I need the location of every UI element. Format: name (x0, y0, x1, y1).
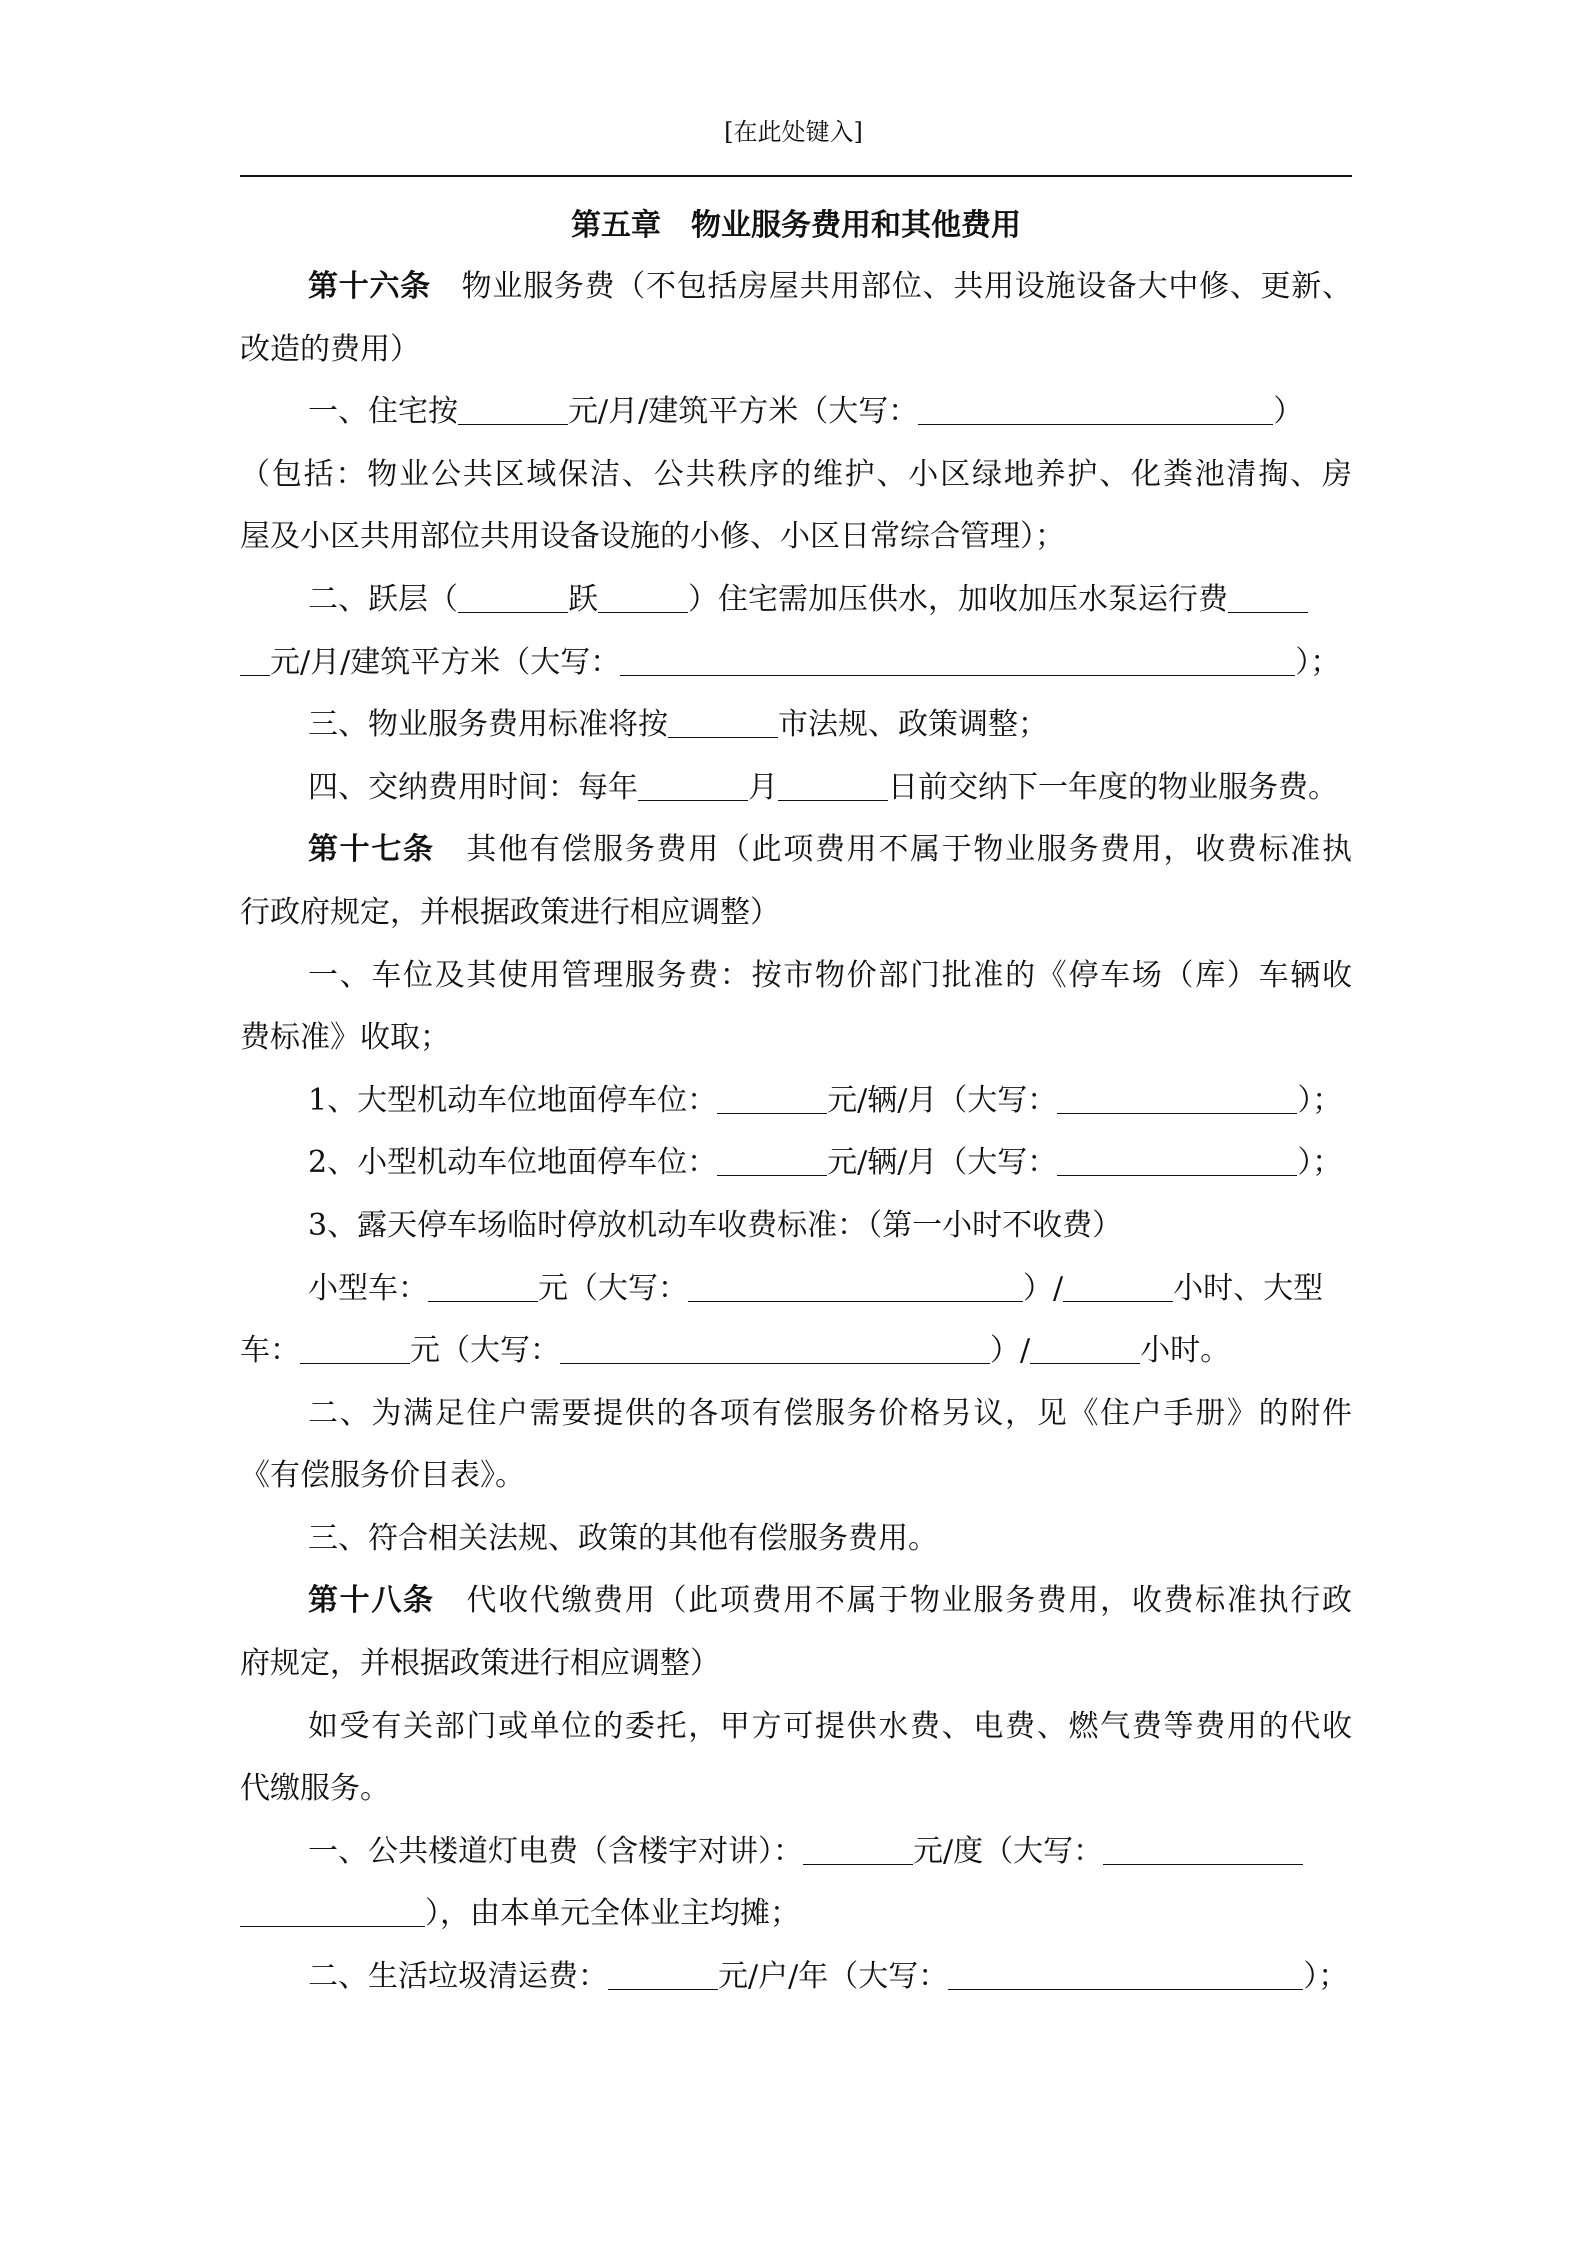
collection-service-line-1: 如受有关部门或单位的委托，甲方可提供水费、电费、燃气费等费用的代收 (308, 1708, 1352, 1744)
article-17-line-2: 行政府规定，并根据政策进行相应调整） (240, 894, 780, 930)
residential-fee-uppercase-blank[interactable] (918, 396, 1273, 425)
residential-fee-blank[interactable] (458, 396, 568, 425)
duplex-text: 跃 (568, 581, 598, 617)
page-header: [在此处键入] (724, 118, 863, 146)
large-car-uppercase-blank[interactable] (560, 1335, 990, 1364)
payment-time-line (240, 757, 1352, 820)
corridor-light-fee-line (240, 1821, 1352, 1884)
collection-service-line-2: 代缴服务。 (240, 1771, 390, 1807)
duplex-pump-text: ）住宅需加压供水，加收加压水泵运行费 (688, 581, 1228, 617)
city-blank[interactable] (668, 709, 778, 738)
paren-close: ）； (1295, 644, 1341, 680)
article-17-text: 其他有偿服务费用（此项费用不属于物业服务费用，收费标准执 (434, 832, 1352, 868)
article-18-line-1 (240, 1570, 1352, 1633)
article-18-line-2: 府规定，并根据政策进行相应调整） (240, 1646, 720, 1682)
large-car-unit: 元（大写： (410, 1333, 560, 1369)
large-parking-label: 1、大型机动车位地面停车位： (308, 1082, 718, 1118)
residential-fee-label: 一、住宅按 (308, 394, 458, 430)
large-parking-line (240, 1070, 1352, 1133)
paren-close: ）； (1297, 1082, 1343, 1118)
small-parking-label: 2、小型机动车位地面停车位： (308, 1145, 718, 1181)
small-parking-uppercase-blank[interactable] (1057, 1147, 1297, 1176)
small-parking-unit: 元/辆/月（大写： (827, 1145, 1058, 1181)
small-parking-fee-blank[interactable] (717, 1147, 827, 1176)
fee-adjustment-text: 三、物业服务费用标准将按 (308, 707, 668, 743)
small-car-fee-blank[interactable] (428, 1273, 538, 1302)
payment-day-blank[interactable] (778, 772, 888, 801)
garbage-fee-line (240, 1946, 1352, 2009)
corridor-light-uppercase-blank-cont[interactable] (240, 1898, 425, 1927)
paid-service-line-2: 《有偿服务价目表》。 (240, 1458, 525, 1494)
large-parking-unit: 元/辆/月（大写： (827, 1082, 1058, 1118)
fee-adjustment-line (240, 694, 1352, 757)
corridor-light-share-text: ），由本单元全体业主均摊； (425, 1896, 800, 1932)
duplex-fee-line (240, 569, 1352, 632)
small-car-unit: 元（大写： (538, 1270, 688, 1306)
payment-time-text: 四、交纳费用时间：每年 (308, 769, 638, 805)
small-car-uppercase-blank[interactable] (688, 1273, 1023, 1302)
corridor-light-label: 一、公共楼道灯电费（含楼宇对讲）： (308, 1833, 803, 1869)
residential-fee-unit: 元/月/建筑平方米（大写： (568, 394, 919, 430)
fee-adjustment-text-2: 市法规、政策调整； (778, 707, 1048, 743)
large-car-fee-blank[interactable] (300, 1335, 410, 1364)
duplex-blank-1[interactable] (458, 584, 568, 613)
large-car-hours-blank[interactable] (1030, 1335, 1140, 1364)
article-16-line-2: 改造的费用） (240, 331, 420, 367)
article-16-line-1 (240, 256, 1352, 319)
residential-fee-includes-2: 屋及小区共用部位共用设备设施的小修、小区日常综合管理）； (240, 519, 1065, 555)
other-paid-service-line: 三、符合相关法规、政策的其他有偿服务费用。 (308, 1520, 938, 1556)
large-car-per: ）/ (990, 1333, 1031, 1369)
duplex-fee-line-2 (240, 632, 1352, 695)
corridor-light-unit: 元/度（大写： (913, 1833, 1104, 1869)
residential-fee-line (240, 381, 1352, 444)
paid-service-line-1: 二、为满足住户需要提供的各项有偿服务价格另议，见《住户手册》的附件 (308, 1395, 1352, 1431)
large-car-fee-line (240, 1320, 1352, 1383)
duplex-pump-fee-blank-cont[interactable] (240, 647, 270, 676)
article-18-label: 第十八条 (308, 1583, 435, 1619)
small-car-fee-line (240, 1258, 1352, 1321)
small-car-per: ）/ (1023, 1270, 1064, 1306)
garbage-fee-unit: 元/户/年（大写： (718, 1959, 949, 1995)
paren-close: ）； (1303, 1959, 1349, 1995)
payment-time-text-2: 日前交纳下一年度的物业服务费。 (888, 769, 1338, 805)
chapter-title: 第五章 物业服务费用和其他费用 (571, 208, 1021, 243)
paren-close: ）； (1297, 1145, 1343, 1181)
residential-fee-includes-1: （包括：物业公共区域保洁、公共秩序的维护、小区绿地养护、化粪池清掏、房 (240, 456, 1352, 492)
small-car-hours-blank[interactable] (1063, 1273, 1173, 1302)
small-car-label: 小型车： (308, 1270, 428, 1306)
small-parking-line (240, 1132, 1352, 1195)
large-parking-fee-blank[interactable] (717, 1085, 827, 1114)
article-18-text: 代收代缴费用（此项费用不属于物业服务费用，收费标准执行政 (434, 1583, 1352, 1619)
article-17-label: 第十七条 (308, 832, 435, 868)
large-car-hours-text: 小时。 (1140, 1333, 1231, 1369)
garbage-fee-blank[interactable] (608, 1961, 718, 1990)
article-16-text: 物业服务费（不包括房屋共用部位、共用设施设备大中修、更新、 (430, 269, 1352, 304)
payment-month-blank[interactable] (638, 772, 748, 801)
parking-fee-line-2: 费标准》收取； (240, 1020, 450, 1056)
header-divider (240, 175, 1352, 177)
document-body (240, 196, 1352, 2009)
temp-parking-line: 3、露天停车场临时停放机动车收费标准：（第一小时不收费） (308, 1207, 1123, 1243)
garbage-fee-uppercase-blank[interactable] (948, 1961, 1303, 1990)
small-car-hours-text: 小时、大型 (1173, 1270, 1324, 1306)
duplex-unit: 元/月/建筑平方米（大写： (270, 644, 621, 680)
garbage-fee-label: 二、生活垃圾清运费： (308, 1959, 608, 1995)
duplex-label: 二、跃层（ (308, 581, 458, 617)
article-17-line-1 (240, 819, 1352, 882)
corridor-light-fee-line-2 (240, 1883, 1352, 1946)
large-parking-uppercase-blank[interactable] (1057, 1085, 1297, 1114)
parking-fee-line-1: 一、车位及其使用管理服务费：按市物价部门批准的《停车场（库）车辆收 (308, 957, 1352, 993)
month-text: 月 (748, 769, 778, 805)
article-16-label: 第十六条 (308, 269, 431, 304)
duplex-pump-fee-blank[interactable] (1228, 584, 1308, 613)
corridor-light-uppercase-blank[interactable] (1103, 1836, 1303, 1865)
corridor-light-fee-blank[interactable] (803, 1836, 913, 1865)
paren-close: ） (1273, 394, 1304, 430)
duplex-uppercase-blank[interactable] (620, 647, 1295, 676)
duplex-blank-2[interactable] (598, 584, 688, 613)
large-car-label: 车： (240, 1333, 300, 1369)
